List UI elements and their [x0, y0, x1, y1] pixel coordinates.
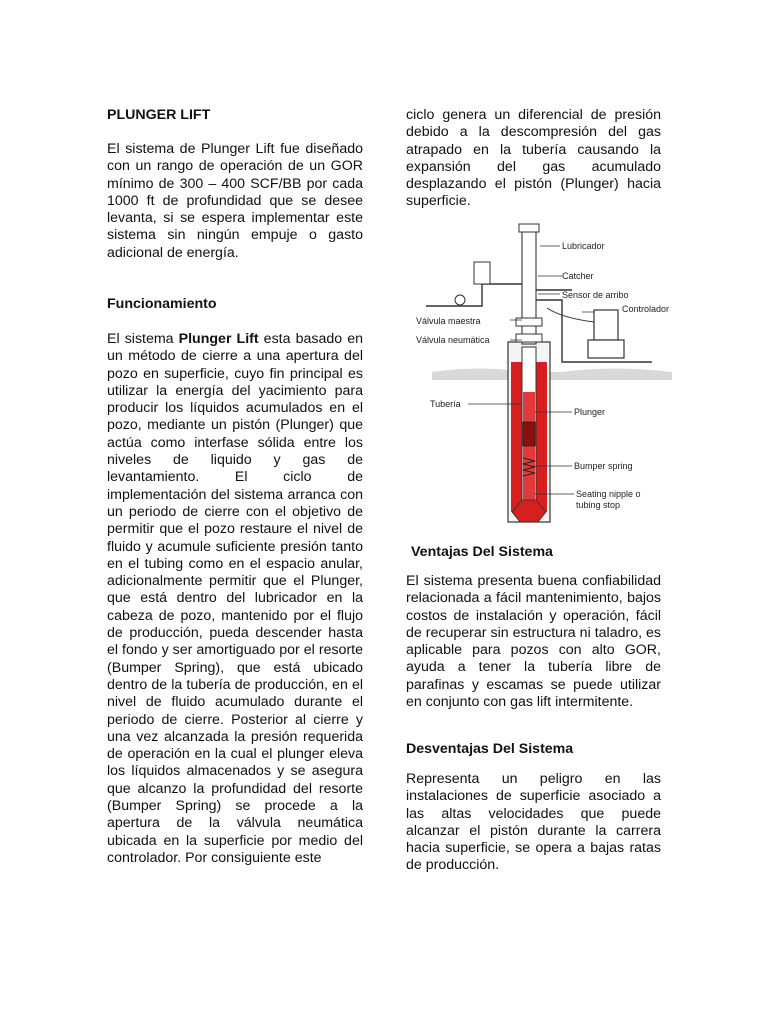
label-sensor: Sensor de arribo — [562, 290, 629, 300]
label-tuberia: Tubería — [430, 399, 461, 409]
plunger-lift-diagram — [412, 222, 682, 532]
funcionamiento-heading: Funcionamiento — [107, 296, 217, 312]
controller-tank — [588, 340, 624, 358]
plunger — [523, 422, 535, 446]
body-pre: El sistema — [107, 331, 179, 347]
label-controlador: Controlador — [622, 304, 670, 314]
label-lubricador: Lubricador — [562, 241, 605, 251]
controller-box — [594, 310, 618, 340]
master-valve — [516, 318, 542, 326]
controller-line — [547, 308, 594, 322]
label-valvula-maestra: Válvula maestra — [416, 316, 481, 326]
label-bumper: Bumper spring — [574, 461, 633, 471]
side-line — [426, 284, 522, 306]
ventajas-heading: Ventajas Del Sistema — [411, 544, 553, 560]
pneumatic-valve — [516, 334, 542, 342]
intro-paragraph: El sistema de Plunger Lift fue diseñado con un rango de operación de un GOR mínimo de 300 – 400 SCF/BB por cada 1000 ft de profundidad que se desee levanta, si se espera implementar este sistema sin ningún empuje o gasto adicional de energía. — [107, 141, 363, 261]
funcionamiento-paragraph — [107, 331, 363, 867]
tubing-fluid — [523, 392, 535, 502]
desventajas-heading: Desventajas Del Sistema — [406, 741, 574, 757]
label-seating-1: Seating nipple o — [576, 489, 641, 499]
document-title: PLUNGER LIFT — [107, 107, 211, 123]
label-seating-2: tubing stop — [576, 500, 621, 510]
label-valvula-neumatica: Válvula neumática — [416, 335, 490, 345]
ground-surface — [432, 369, 672, 381]
body-post: esta basado en un método de cierre a una apertura del pozo en superficie, cuyo fin principal es utilizar la energía del yacimiento para producir los líquidos acumulados en el pozo, mediante un pistón (Plunger) que actúa como interfase sólida entre los niveles de liquido y gas de levantamiento. El ciclo de implementación del sistema arranca con un periodo de cierre con el objetivo de permitir que el pozo restaure el nivel de fluido y acumule suficiente presión tanto en el tubing como en el espacio anular, adicionalmente permitir que el Plunger, que está dentro del lubricador en la cabeza de pozo, mantenido por el flujo de producción, pueda descender hasta el fondo y ser amortiguado por el resorte (Bumper Spring), que está ubicado dentro de la tubería de producción, en el nivel de fluido acumulado durante el periodo de cierre. Posterior al cierre y una vez alcanzada la presión requerida de operación en la cual el plunger eleva los líquidos almacenados y se asegura que alcanzo la profundidad del resorte (Bumper Spring) se procede a la apertura de la válvula neumática ubicada en la superficie por medio del controlador. Por consiguiente este — [107, 331, 363, 866]
body-bold: Plunger Lift — [178, 331, 259, 347]
ventajas-paragraph: El sistema presenta buena confiabilidad relacionada a fácil mantenimiento, bajos costos de instalación y operación, fácil de recuperar sin estructura ni taladro, es aplicable para pozos con alto GOR, ayuda a tener la tubería libre de parafinas y escamas se puede utilizar en conjunto con gas lift intermitente. — [406, 573, 661, 711]
label-plunger: Plunger — [574, 407, 606, 417]
desventajas-paragraph: Representa un peligro en las instalaciones de superficie asociado a las altas velocidades que puede alcanzar el pistón durante la carrera hacia superficie, se opera a bajas ratas de producción. — [406, 771, 661, 874]
side-valve — [474, 262, 490, 284]
continued-paragraph: ciclo genera un diferencial de presión debido a la descompresión del gas atrapado en la tubería causando la expansión del gas acumulado desplazando el pistón (Plunger) hacia superficie. — [406, 107, 661, 210]
lubricator-cap — [519, 224, 539, 232]
gauge — [455, 295, 465, 305]
label-catcher: Catcher — [562, 271, 594, 281]
